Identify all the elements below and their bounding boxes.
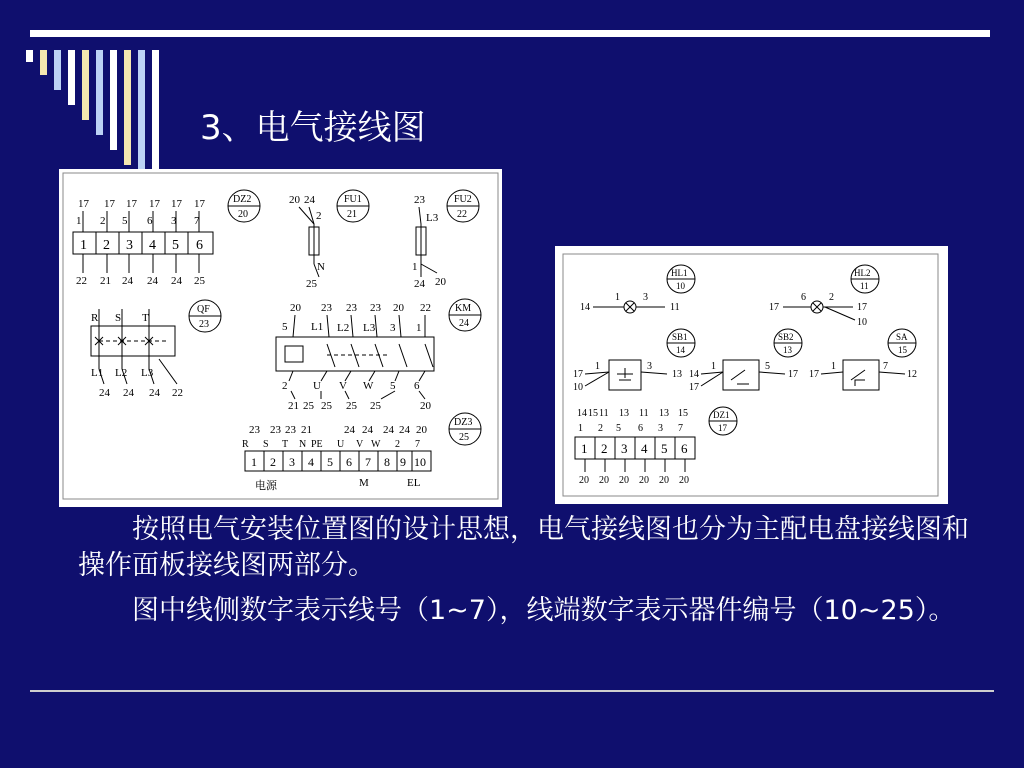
svg-text:17: 17 <box>809 369 819 380</box>
terminal-top-label: 17 <box>78 198 89 210</box>
svg-text:6: 6 <box>638 423 643 434</box>
svg-text:DZ1: DZ1 <box>713 410 730 420</box>
button-sb1 <box>573 329 695 393</box>
terminal-cell: 1 <box>80 238 87 253</box>
svg-text:2: 2 <box>829 292 834 303</box>
lamp-hl2 <box>769 265 879 328</box>
terminal-top-label: 17 <box>149 198 160 210</box>
svg-text:S: S <box>115 312 122 324</box>
svg-text:20: 20 <box>393 302 404 314</box>
operator-panel-svg <box>555 246 948 504</box>
terminal-block-b <box>575 408 695 486</box>
stripe <box>54 50 61 90</box>
svg-text:23: 23 <box>321 302 332 314</box>
svg-text:5: 5 <box>765 361 770 372</box>
svg-text:2: 2 <box>316 210 322 222</box>
svg-text:25: 25 <box>321 400 332 412</box>
svg-text:14: 14 <box>577 408 587 419</box>
svg-text:SA: SA <box>896 332 908 342</box>
svg-text:V: V <box>339 380 347 392</box>
svg-text:L3: L3 <box>363 322 376 334</box>
svg-text:24: 24 <box>414 278 425 290</box>
terminal-line-label: 7 <box>194 215 200 227</box>
terminal-cell: 6 <box>196 238 203 253</box>
svg-text:2: 2 <box>282 380 288 392</box>
terminal-block-a <box>73 198 213 287</box>
terminal-line-label: 1 <box>76 215 82 227</box>
svg-text:25: 25 <box>303 400 314 412</box>
terminal-bottom-label: 24 <box>147 275 158 287</box>
svg-text:3: 3 <box>289 455 295 469</box>
svg-text:24: 24 <box>399 424 410 436</box>
svg-text:U: U <box>313 380 321 392</box>
svg-text:3: 3 <box>658 423 663 434</box>
terminal-top-label: 17 <box>171 198 182 210</box>
svg-text:25: 25 <box>459 432 469 443</box>
svg-text:20: 20 <box>290 302 301 314</box>
svg-text:20: 20 <box>416 424 427 436</box>
svg-text:15: 15 <box>588 408 598 419</box>
svg-text:EL: EL <box>407 477 421 489</box>
svg-text:10: 10 <box>676 281 685 291</box>
svg-text:8: 8 <box>384 455 390 469</box>
slide-title: 3、电气接线图 <box>200 108 426 148</box>
svg-text:W: W <box>371 439 381 450</box>
svg-text:T: T <box>282 439 289 450</box>
svg-text:V: V <box>356 439 364 450</box>
svg-text:22: 22 <box>457 209 467 220</box>
svg-text:17: 17 <box>573 369 583 380</box>
svg-text:13: 13 <box>659 408 669 419</box>
terminal-line-label: 6 <box>147 215 153 227</box>
svg-text:R: R <box>242 439 249 450</box>
svg-text:N: N <box>299 439 307 450</box>
terminal-top-label: 17 <box>104 198 115 210</box>
svg-text:20: 20 <box>579 475 589 486</box>
svg-text:6: 6 <box>681 441 688 456</box>
svg-text:M: M <box>359 477 369 489</box>
svg-text:2: 2 <box>601 441 608 456</box>
terminal-line-label: 2 <box>100 215 106 227</box>
svg-text:W: W <box>363 380 374 392</box>
svg-text:22: 22 <box>420 302 431 314</box>
svg-text:3: 3 <box>647 361 652 372</box>
terminal-top-label: 17 <box>126 198 137 210</box>
svg-text:23: 23 <box>249 424 260 436</box>
svg-text:5: 5 <box>390 380 396 392</box>
svg-text:T: T <box>142 312 149 324</box>
svg-text:5: 5 <box>616 423 621 434</box>
svg-text:23: 23 <box>199 319 209 330</box>
main-panel-svg <box>59 169 502 507</box>
svg-text:24: 24 <box>459 318 469 329</box>
paragraph-1: 按照电气安装位置图的设计思想，电气接线图也分为主配电盘接线图和操作面板接线图两部分。 <box>78 514 969 581</box>
svg-text:5: 5 <box>282 321 288 333</box>
svg-text:7: 7 <box>365 455 371 469</box>
svg-text:23: 23 <box>414 194 425 206</box>
svg-text:21: 21 <box>301 424 312 436</box>
svg-text:FU1: FU1 <box>344 194 362 205</box>
terminal-bottom-label: 22 <box>76 275 87 287</box>
stripe <box>138 50 145 178</box>
svg-text:17: 17 <box>718 423 727 433</box>
terminal-cell: 5 <box>172 238 179 253</box>
svg-text:14: 14 <box>689 369 699 380</box>
svg-text:12: 12 <box>907 369 917 380</box>
stripe <box>40 50 47 75</box>
svg-text:23: 23 <box>370 302 381 314</box>
svg-text:电源: 电源 <box>255 480 277 492</box>
svg-text:9: 9 <box>400 455 406 469</box>
svg-text:11: 11 <box>599 408 609 419</box>
svg-text:5: 5 <box>661 441 668 456</box>
svg-text:6: 6 <box>346 455 352 469</box>
svg-text:20: 20 <box>420 400 431 412</box>
svg-text:SB1: SB1 <box>672 332 688 342</box>
svg-text:25: 25 <box>370 400 381 412</box>
terminal-bottom-label: 21 <box>100 275 111 287</box>
svg-text:QF: QF <box>197 304 210 315</box>
operator-panel-wiring-diagram <box>555 246 948 504</box>
main-panel-wiring-diagram <box>59 169 502 507</box>
svg-text:L3: L3 <box>141 367 154 379</box>
svg-text:HL1: HL1 <box>671 268 688 278</box>
svg-text:6: 6 <box>801 292 806 303</box>
top-rule <box>30 30 990 37</box>
svg-text:U: U <box>337 439 345 450</box>
svg-text:24: 24 <box>123 387 134 399</box>
svg-text:L3: L3 <box>426 212 439 224</box>
svg-text:7: 7 <box>678 423 683 434</box>
stripe <box>26 50 33 62</box>
svg-text:1: 1 <box>412 261 418 273</box>
fuse-fu1 <box>289 190 369 290</box>
svg-text:1: 1 <box>615 292 620 303</box>
svg-text:L1: L1 <box>91 367 104 379</box>
contactor-km <box>276 299 481 412</box>
svg-text:13: 13 <box>672 369 682 380</box>
svg-text:4: 4 <box>308 455 314 469</box>
svg-text:1: 1 <box>578 423 583 434</box>
svg-text:20: 20 <box>435 276 446 288</box>
svg-text:3: 3 <box>643 292 648 303</box>
svg-text:13: 13 <box>783 345 792 355</box>
svg-text:17: 17 <box>788 369 798 380</box>
terminal-bottom-label: 24 <box>122 275 133 287</box>
svg-text:11: 11 <box>639 408 649 419</box>
svg-text:20: 20 <box>289 194 300 206</box>
svg-text:1: 1 <box>416 322 422 334</box>
paragraph-2: 图中线侧数字表示线号（1~7），线端数字表示器件编号（10~25）。 <box>78 595 956 626</box>
svg-text:25: 25 <box>346 400 357 412</box>
terminal-top-label: 17 <box>194 198 205 210</box>
svg-text:2: 2 <box>270 455 276 469</box>
svg-text:HL2: HL2 <box>854 268 871 278</box>
badge-dz1 <box>709 407 737 435</box>
svg-text:3: 3 <box>390 322 396 334</box>
svg-text:S: S <box>263 439 269 450</box>
svg-text:10: 10 <box>414 455 426 469</box>
stripe <box>96 50 103 135</box>
svg-text:1: 1 <box>595 361 600 372</box>
svg-text:1: 1 <box>251 455 257 469</box>
svg-text:20: 20 <box>599 475 609 486</box>
terminal-cell: 2 <box>103 238 110 253</box>
terminal-line-label: 5 <box>122 215 128 227</box>
svg-text:4: 4 <box>641 441 648 456</box>
svg-text:DZ3: DZ3 <box>454 417 473 428</box>
svg-text:23: 23 <box>270 424 281 436</box>
svg-text:14: 14 <box>580 302 590 313</box>
svg-text:7: 7 <box>883 361 888 372</box>
stripe <box>152 50 159 188</box>
terminal-cell: 4 <box>149 238 156 253</box>
svg-text:21: 21 <box>288 400 299 412</box>
svg-text:7: 7 <box>415 439 420 450</box>
svg-text:DZ2: DZ2 <box>233 194 252 205</box>
stripe <box>124 50 131 165</box>
svg-text:24: 24 <box>149 387 160 399</box>
switch-sa <box>809 329 917 390</box>
lamp-hl1 <box>580 265 695 313</box>
svg-text:24: 24 <box>304 194 315 206</box>
terminal-bottom-label: 24 <box>171 275 182 287</box>
svg-text:20: 20 <box>619 475 629 486</box>
svg-text:20: 20 <box>238 209 248 220</box>
svg-text:L2: L2 <box>115 367 128 379</box>
terminal-block-power <box>242 413 481 492</box>
svg-text:N: N <box>317 261 325 273</box>
svg-text:20: 20 <box>679 475 689 486</box>
svg-text:KM: KM <box>455 303 472 314</box>
svg-text:24: 24 <box>344 424 355 436</box>
stripe <box>68 50 75 105</box>
svg-text:L1: L1 <box>311 321 324 333</box>
stripe <box>82 50 89 120</box>
svg-text:25: 25 <box>306 278 317 290</box>
svg-text:R: R <box>91 312 99 324</box>
svg-text:10: 10 <box>573 382 583 393</box>
svg-text:24: 24 <box>383 424 394 436</box>
terminal-line-label: 3 <box>171 215 177 227</box>
svg-text:17: 17 <box>769 302 779 313</box>
svg-text:6: 6 <box>414 380 420 392</box>
svg-text:2: 2 <box>598 423 603 434</box>
svg-text:23: 23 <box>285 424 296 436</box>
stripe <box>110 50 117 150</box>
svg-text:14: 14 <box>676 345 685 355</box>
svg-text:1: 1 <box>711 361 716 372</box>
svg-text:15: 15 <box>898 345 907 355</box>
svg-text:10: 10 <box>857 317 867 328</box>
svg-text:20: 20 <box>659 475 669 486</box>
svg-text:PE: PE <box>311 439 323 450</box>
svg-text:22: 22 <box>172 387 183 399</box>
button-sb2 <box>689 329 802 393</box>
svg-text:21: 21 <box>347 209 357 220</box>
terminal-bottom-label: 25 <box>194 275 205 287</box>
svg-text:1: 1 <box>831 361 836 372</box>
svg-text:17: 17 <box>689 382 699 393</box>
svg-text:24: 24 <box>99 387 110 399</box>
svg-text:11: 11 <box>860 281 869 291</box>
badge-dz2 <box>228 190 260 222</box>
svg-text:20: 20 <box>639 475 649 486</box>
svg-text:24: 24 <box>362 424 373 436</box>
fuse-fu2 <box>412 190 479 290</box>
svg-text:15: 15 <box>678 408 688 419</box>
svg-text:SB2: SB2 <box>778 332 794 342</box>
svg-text:FU2: FU2 <box>454 194 472 205</box>
svg-text:L2: L2 <box>337 322 350 334</box>
svg-text:17: 17 <box>857 302 867 313</box>
svg-text:1: 1 <box>581 441 588 456</box>
svg-text:11: 11 <box>670 302 680 313</box>
svg-text:13: 13 <box>619 408 629 419</box>
terminal-cell: 3 <box>126 238 133 253</box>
bottom-rule <box>30 690 994 692</box>
svg-text:5: 5 <box>327 455 333 469</box>
svg-text:3: 3 <box>621 441 628 456</box>
breaker-qf <box>91 300 221 399</box>
svg-text:2: 2 <box>395 439 400 450</box>
svg-text:23: 23 <box>346 302 357 314</box>
